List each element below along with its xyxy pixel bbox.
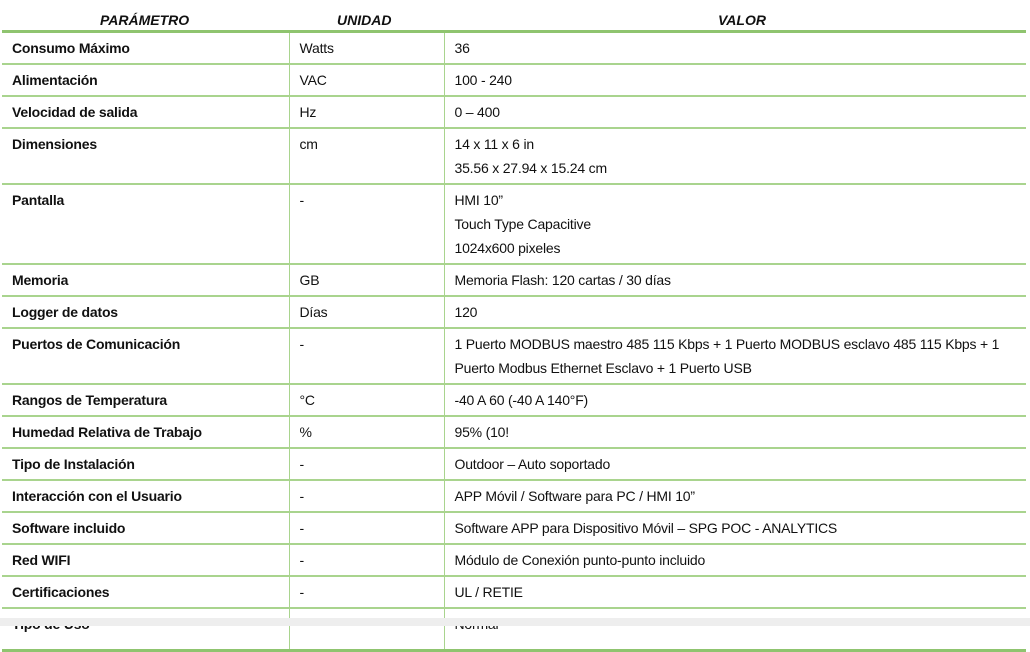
param-cell: Puertos de Comunicación xyxy=(2,328,289,384)
table-row xyxy=(2,96,1026,128)
value-cell xyxy=(444,128,1026,184)
unit-cell: - xyxy=(289,184,444,264)
param-cell: Logger de datos xyxy=(2,296,289,328)
value-line: HMI 10” xyxy=(454,192,503,208)
param-cell: Tipo de Instalación xyxy=(2,448,289,480)
value-cell xyxy=(444,480,1026,512)
value-line: 120 xyxy=(454,304,478,320)
param-cell: Humedad Relativa de Trabajo xyxy=(2,416,289,448)
unit-cell: - xyxy=(289,480,444,512)
unit-cell: GB xyxy=(289,264,444,296)
param-cell: Consumo Máximo xyxy=(2,32,289,65)
spec-table xyxy=(2,10,1026,652)
header-row xyxy=(2,10,1026,32)
param-cell: Alimentación xyxy=(2,64,289,96)
value-line: UL / RETIE xyxy=(454,584,523,600)
unit-cell: - xyxy=(289,576,444,608)
param-cell: Certificaciones xyxy=(2,576,289,608)
unit-cell: Watts xyxy=(289,32,444,65)
unit-cell: - xyxy=(289,512,444,544)
table-row xyxy=(2,328,1026,384)
param-cell: Dimensiones xyxy=(2,128,289,184)
table-row xyxy=(2,512,1026,544)
value-cell xyxy=(444,96,1026,128)
value-line: Touch Type Capacitive xyxy=(454,216,591,232)
table-row xyxy=(2,448,1026,480)
page-bottom-band xyxy=(0,618,1030,626)
unit-cell: Hz xyxy=(289,96,444,128)
unit-cell: - xyxy=(289,328,444,384)
table-row xyxy=(2,416,1026,448)
unit-cell xyxy=(289,608,444,651)
table-row xyxy=(2,296,1026,328)
header-valor: VALOR xyxy=(444,10,1026,32)
unit-cell: - xyxy=(289,544,444,576)
table-row xyxy=(2,128,1026,184)
table-row xyxy=(2,384,1026,416)
table-row xyxy=(2,480,1026,512)
value-cell xyxy=(444,512,1026,544)
param-cell: Velocidad de salida xyxy=(2,96,289,128)
param-cell: Memoria xyxy=(2,264,289,296)
value-line: Memoria Flash: 120 cartas / 30 días xyxy=(454,272,671,288)
value-cell xyxy=(444,264,1026,296)
value-cell xyxy=(444,544,1026,576)
value-line: 36 xyxy=(454,40,470,56)
value-cell xyxy=(444,328,1026,384)
value-line: Módulo de Conexión punto-punto incluido xyxy=(454,552,706,568)
table-row xyxy=(2,576,1026,608)
value-line: 0 – 400 xyxy=(454,104,500,120)
value-cell xyxy=(444,296,1026,328)
param-cell: Rangos de Temperatura xyxy=(2,384,289,416)
table-row xyxy=(2,544,1026,576)
param-cell xyxy=(2,608,289,651)
table-row xyxy=(2,64,1026,96)
table-row xyxy=(2,184,1026,264)
value-cell xyxy=(444,184,1026,264)
value-line: Outdoor – Auto soportado xyxy=(454,456,611,472)
table-row xyxy=(2,32,1026,65)
value-line: 1 Puerto MODBUS maestro 485 115 Kbps + 1 Puerto MODBUS esclavo 485 115 Kbps + 1 Puerto Modbus Ethernet Esclavo + 1 Puerto USB xyxy=(454,336,1000,376)
table-row xyxy=(2,264,1026,296)
unit-cell: VAC xyxy=(289,64,444,96)
value-cell xyxy=(444,416,1026,448)
unit-cell: cm xyxy=(289,128,444,184)
unit-cell: - xyxy=(289,448,444,480)
value-cell xyxy=(444,608,1026,651)
header-unidad: UNIDAD xyxy=(289,10,444,32)
param-cell: Interacción con el Usuario xyxy=(2,480,289,512)
value-line: APP Móvil / Software para PC / HMI 10” xyxy=(454,488,695,504)
value-cell xyxy=(444,64,1026,96)
value-line: 1024x600 pixeles xyxy=(454,240,561,256)
value-line: 95% (10! xyxy=(454,424,509,440)
table-row xyxy=(2,608,1026,651)
value-cell xyxy=(444,576,1026,608)
value-line: -40 A 60 (-40 A 140°F) xyxy=(454,392,589,408)
value-line: 14 x 11 x 6 in xyxy=(454,136,534,152)
value-cell xyxy=(444,32,1026,65)
value-line: 35.56 x 27.94 x 15.24 cm xyxy=(454,160,607,176)
value-cell xyxy=(444,448,1026,480)
value-cell xyxy=(444,384,1026,416)
value-line: Software APP para Dispositivo Móvil – SPG POC - ANALYTICS xyxy=(454,520,838,536)
param-cell: Red WIFI xyxy=(2,544,289,576)
unit-cell: Días xyxy=(289,296,444,328)
value-line: 100 - 240 xyxy=(454,72,512,88)
unit-cell: % xyxy=(289,416,444,448)
header-parametro: PARÁMETRO xyxy=(2,10,289,32)
param-cell: Pantalla xyxy=(2,184,289,264)
unit-cell: °C xyxy=(289,384,444,416)
param-cell: Software incluido xyxy=(2,512,289,544)
